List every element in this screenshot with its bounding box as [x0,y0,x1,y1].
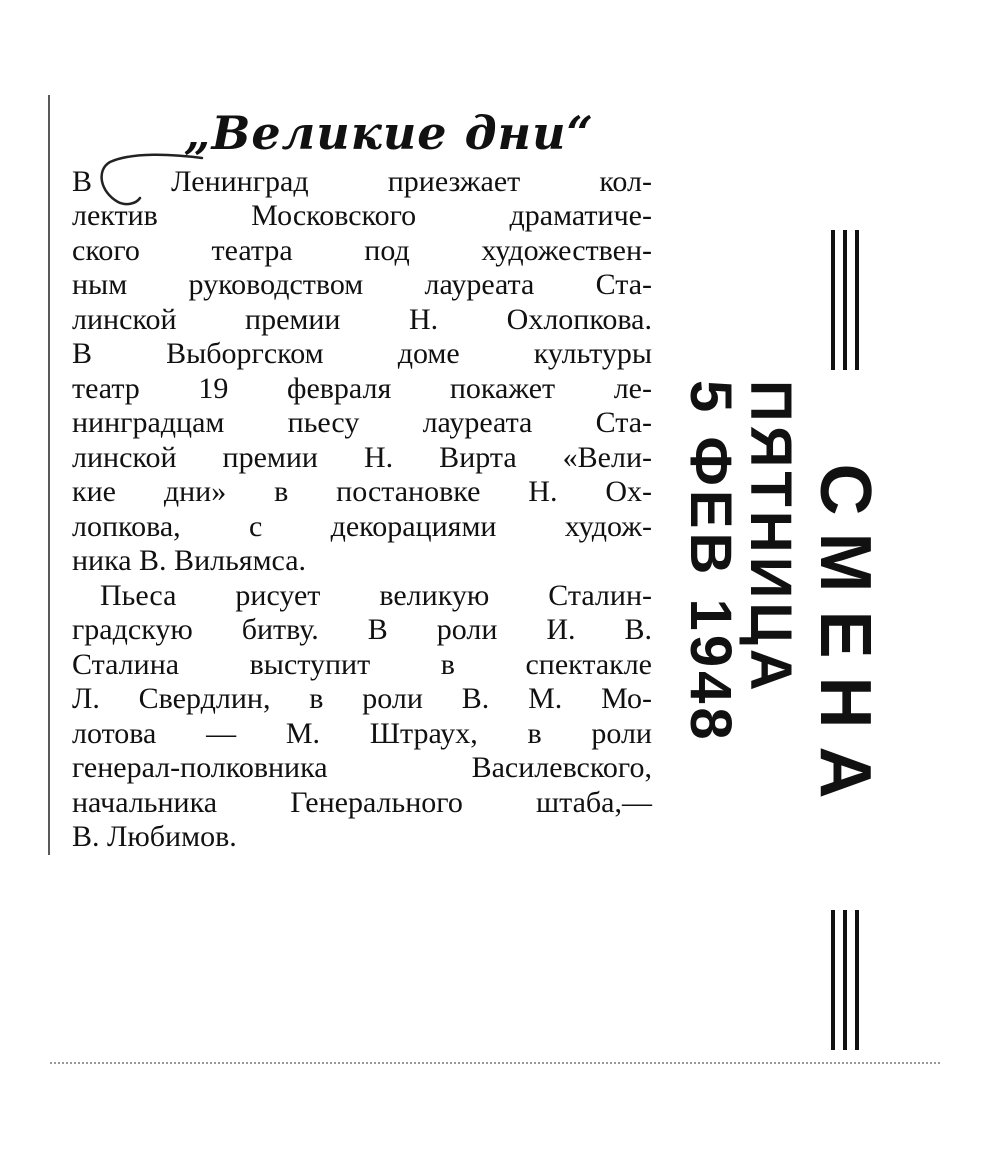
text-line: В Ленинград приезжает кол- [72,164,652,198]
text-line: линской премии Н. Вирта «Вели- [72,440,652,474]
text-line: Сталина выступит в спектакле [72,647,652,681]
text-line: лектив Московского драматиче- [72,199,652,233]
text-line: Пьеса рисует великую Сталин- [100,578,652,612]
text-line: кие дни» в постановке Н. Ох- [72,475,652,509]
text-line: начальника Генерального штаба,— [72,785,652,819]
paragraph [72,579,652,855]
text-line: В. Любимов. [72,820,237,854]
text-line: линской премии Н. Охлопкова. [72,302,652,336]
text-line: градскую битву. В роли И. В. [72,613,652,647]
text-line: генерал-полковника Василевского, [72,751,652,785]
clipping-bottom-edge [50,1062,940,1064]
text-line: нинградцам пьесу лауреата Ста- [72,406,652,440]
paragraph [72,165,652,579]
clipping-left-border [48,95,50,855]
newspaper-masthead [805,230,885,1050]
masthead-title: СМЕНА [805,463,885,817]
date-stamp-date: 5 ФЕВ 1948 [678,380,743,744]
masthead-rules-left [831,230,859,370]
text-line: В Выборгском доме культуры [72,337,652,371]
text-line: лотова — М. Штраух, в роли [72,716,652,750]
text-line: ника В. Вильямса. [72,544,307,578]
text-line: ным руководством лауреата Ста- [72,268,652,302]
article-headline: „Великие дни“ [184,106,594,160]
text-line: лопкова, с декорациями худож- [72,509,652,543]
text-line: ского театра под художествен- [72,233,652,267]
text-line: Л. Свердлин, в роли В. М. Мо- [72,682,652,716]
date-stamp-weekday: ПЯТНИЦА [738,380,803,695]
date-stamp [678,380,803,1030]
text-line: театр 19 февраля покажет ле- [72,371,652,405]
masthead-rules-right [831,910,859,1050]
article-body [72,165,652,855]
news-article [72,108,652,855]
